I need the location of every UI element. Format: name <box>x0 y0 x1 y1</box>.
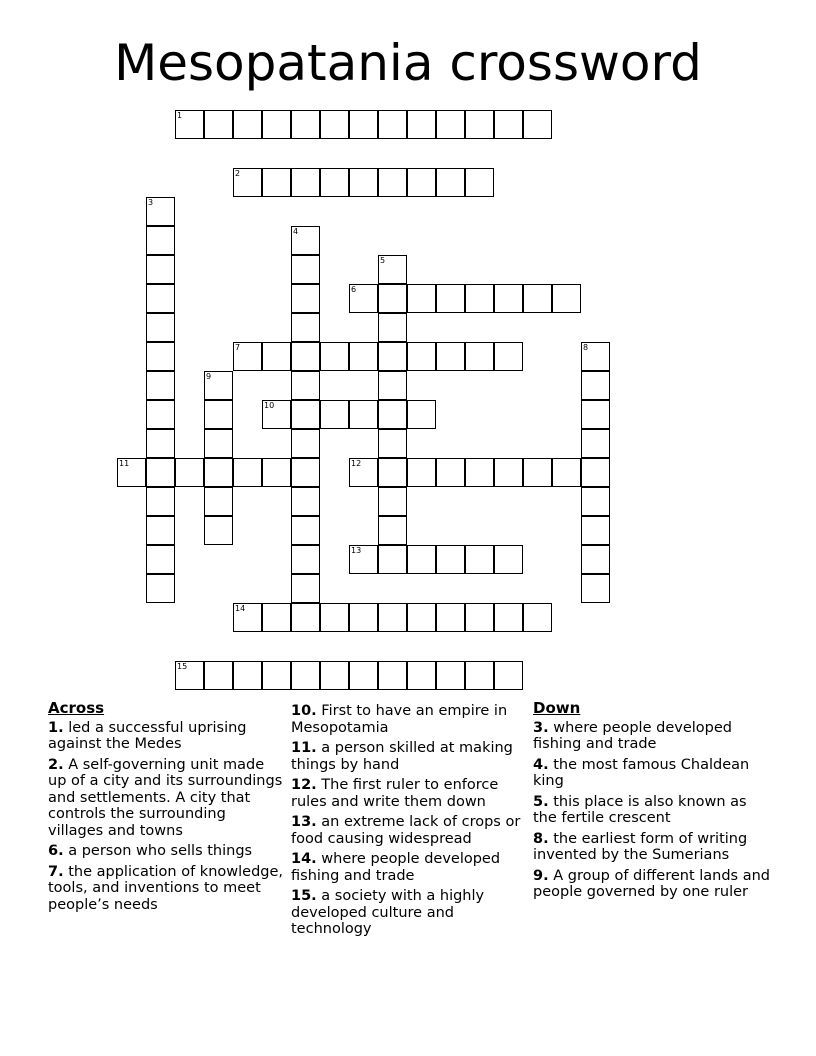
grid-cell[interactable] <box>291 487 320 516</box>
clue-down-9: 9. A group of different lands and people governed by one ruler <box>533 867 770 900</box>
grid-cell[interactable] <box>262 458 291 487</box>
clue-number-label: 10 <box>264 401 275 410</box>
grid-cell[interactable] <box>291 371 320 400</box>
clue-across-2: 2. A self-governing unit made up of a city and its surroundings and settlements. A city that controls the surrounding villages and towns <box>48 756 283 839</box>
grid-cell[interactable] <box>291 574 320 603</box>
grid-cell[interactable] <box>146 487 175 516</box>
clue-number-label: 14 <box>235 604 246 613</box>
grid-cell[interactable] <box>291 458 320 487</box>
clues-column-3 <box>533 700 773 905</box>
grid-cell[interactable] <box>262 661 291 690</box>
grid-cell[interactable] <box>523 458 552 487</box>
grid-cell[interactable] <box>233 458 262 487</box>
grid-cell[interactable] <box>378 661 407 690</box>
grid-cell[interactable] <box>581 371 610 400</box>
grid-cell[interactable] <box>204 487 233 516</box>
grid-cell[interactable] <box>523 603 552 632</box>
grid-cell[interactable] <box>494 458 523 487</box>
grid-cell[interactable] <box>378 458 407 487</box>
grid-cell[interactable] <box>291 661 320 690</box>
grid-cell[interactable] <box>436 284 465 313</box>
grid-cell[interactable] <box>349 110 378 139</box>
grid-cell[interactable] <box>436 168 465 197</box>
grid-cell[interactable] <box>146 400 175 429</box>
clue-number-label: 3 <box>148 198 154 207</box>
grid-cell[interactable] <box>378 168 407 197</box>
grid-cell[interactable] <box>291 255 320 284</box>
grid-cell[interactable] <box>465 168 494 197</box>
clue-across-12: 12. The first ruler to enforce rules and write them down <box>291 777 499 810</box>
grid-cell[interactable] <box>175 458 204 487</box>
grid-cell[interactable] <box>204 429 233 458</box>
grid-cell[interactable] <box>465 342 494 371</box>
grid-cell[interactable] <box>262 603 291 632</box>
grid-cell[interactable] <box>378 371 407 400</box>
clue-number-label: 4 <box>293 227 299 236</box>
grid-cell[interactable] <box>349 661 378 690</box>
grid-cell[interactable] <box>407 400 436 429</box>
grid-cell[interactable] <box>494 545 523 574</box>
grid-cell[interactable] <box>407 168 436 197</box>
grid-cell[interactable] <box>407 545 436 574</box>
grid-cell[interactable] <box>204 661 233 690</box>
grid-cell[interactable] <box>320 400 349 429</box>
grid-cell[interactable] <box>581 516 610 545</box>
grid-cell[interactable] <box>291 545 320 574</box>
grid-cell[interactable] <box>146 458 175 487</box>
grid-cell[interactable] <box>146 429 175 458</box>
clue-across-7: 7. the application of knowledge, tools, and inventions to meet people’s needs <box>48 863 284 913</box>
clue-across-1: 1. led a successful uprising against the Medes <box>48 719 247 752</box>
grid-cell[interactable] <box>320 661 349 690</box>
grid-cell[interactable] <box>262 110 291 139</box>
grid-cell[interactable] <box>465 545 494 574</box>
grid-cell[interactable] <box>146 371 175 400</box>
grid-cell[interactable] <box>146 545 175 574</box>
grid-cell[interactable] <box>320 342 349 371</box>
clue-number-label: 2 <box>235 169 241 178</box>
grid-cell[interactable] <box>291 342 320 371</box>
clue-number-label: 1 <box>177 111 183 120</box>
grid-cell[interactable] <box>581 429 610 458</box>
grid-cell[interactable] <box>262 168 291 197</box>
clue-down-5: 5. this place is also known as the fertile crescent <box>533 793 747 826</box>
clue-number-label: 8 <box>583 343 589 352</box>
grid-cell[interactable] <box>291 313 320 342</box>
grid-cell[interactable] <box>291 603 320 632</box>
grid-cell[interactable] <box>407 603 436 632</box>
clue-number-label: 6 <box>351 285 357 294</box>
grid-cell[interactable] <box>581 545 610 574</box>
clues-column-2 <box>291 703 523 942</box>
grid-cell[interactable] <box>320 168 349 197</box>
grid-cell[interactable] <box>494 661 523 690</box>
grid-cell[interactable] <box>233 661 262 690</box>
clue-number-label: 9 <box>206 372 212 381</box>
clue-across-11: 11. a person skilled at making things by hand <box>291 740 513 773</box>
grid-cell[interactable] <box>378 110 407 139</box>
grid-cell[interactable] <box>378 313 407 342</box>
grid-cell[interactable] <box>407 110 436 139</box>
grid-cell[interactable] <box>378 545 407 574</box>
grid-cell[interactable] <box>407 661 436 690</box>
grid-cell[interactable] <box>465 661 494 690</box>
grid-cell[interactable] <box>494 284 523 313</box>
grid-cell[interactable] <box>465 458 494 487</box>
grid-cell[interactable] <box>320 110 349 139</box>
clue-number-label: 13 <box>351 546 362 555</box>
clue-number-label: 12 <box>351 459 362 468</box>
clue-number-label: 7 <box>235 343 241 352</box>
grid-cell[interactable] <box>146 284 175 313</box>
grid-cell[interactable] <box>523 284 552 313</box>
grid-cell[interactable] <box>146 313 175 342</box>
grid-cell[interactable] <box>407 458 436 487</box>
grid-cell[interactable] <box>378 400 407 429</box>
across-heading: Across <box>48 699 105 717</box>
grid-cell[interactable] <box>204 458 233 487</box>
grid-cell[interactable] <box>465 603 494 632</box>
clue-across-6: 6. a person who sells things <box>48 843 253 859</box>
clue-down-4: 4. the most famous Chaldean king <box>533 756 750 789</box>
clues-column-1 <box>48 700 284 917</box>
grid-cell[interactable] <box>146 342 175 371</box>
grid-cell[interactable] <box>378 429 407 458</box>
grid-cell[interactable] <box>581 574 610 603</box>
clue-number-label: 15 <box>177 662 188 671</box>
grid-cell[interactable] <box>291 110 320 139</box>
clue-number-label: 5 <box>380 256 386 265</box>
grid-cell[interactable] <box>291 516 320 545</box>
grid-cell[interactable] <box>436 342 465 371</box>
grid-cell[interactable] <box>146 255 175 284</box>
grid-cell[interactable] <box>378 603 407 632</box>
clue-across-14: 14. where people developed fishing and trade <box>291 851 501 884</box>
grid-cell[interactable] <box>378 284 407 313</box>
grid-cell[interactable] <box>465 110 494 139</box>
grid-cell[interactable] <box>233 110 262 139</box>
page-title: Mesopatania crossword <box>114 34 702 92</box>
grid-cell[interactable] <box>291 400 320 429</box>
grid-cell[interactable] <box>349 603 378 632</box>
grid-cell[interactable] <box>291 429 320 458</box>
grid-cell[interactable] <box>552 284 581 313</box>
grid-cell[interactable] <box>262 342 291 371</box>
grid-cell[interactable] <box>320 603 349 632</box>
grid-cell[interactable] <box>146 574 175 603</box>
grid-cell[interactable] <box>407 284 436 313</box>
grid-cell[interactable] <box>204 400 233 429</box>
grid-cell[interactable] <box>581 400 610 429</box>
grid-cell[interactable] <box>436 458 465 487</box>
grid-cell[interactable] <box>407 342 436 371</box>
grid-cell[interactable] <box>581 487 610 516</box>
grid-cell[interactable] <box>494 110 523 139</box>
grid-cell[interactable] <box>436 661 465 690</box>
grid-cell[interactable] <box>204 516 233 545</box>
grid-cell[interactable] <box>146 226 175 255</box>
grid-cell[interactable] <box>523 110 552 139</box>
grid-cell[interactable] <box>291 168 320 197</box>
clue-across-13: 13. an extreme lack of crops or food causing widespread <box>291 814 521 847</box>
grid-cell[interactable] <box>552 458 581 487</box>
down-heading: Down <box>533 699 581 717</box>
grid-cell[interactable] <box>436 545 465 574</box>
grid-cell[interactable] <box>436 110 465 139</box>
grid-cell[interactable] <box>436 603 465 632</box>
clue-across-15: 15. a society with a highly developed culture and technology <box>291 888 485 937</box>
grid-cell[interactable] <box>378 342 407 371</box>
grid-cell[interactable] <box>465 284 494 313</box>
grid-cell[interactable] <box>494 342 523 371</box>
grid-cell[interactable] <box>581 458 610 487</box>
grid-cell[interactable] <box>146 516 175 545</box>
grid-cell[interactable] <box>291 284 320 313</box>
grid-cell[interactable] <box>204 110 233 139</box>
clue-number-label: 11 <box>119 459 130 468</box>
clue-across-10: 10. First to have an empire in Mesopotamia <box>291 703 508 736</box>
grid-cell[interactable] <box>349 342 378 371</box>
grid-cell[interactable] <box>378 516 407 545</box>
grid-cell[interactable] <box>349 400 378 429</box>
clue-down-8: 8. the earliest form of writing invented by the Sumerians <box>533 830 748 863</box>
grid-cell[interactable] <box>494 603 523 632</box>
grid-cell[interactable] <box>378 487 407 516</box>
grid-cell[interactable] <box>349 168 378 197</box>
clue-down-3: 3. where people developed fishing and trade <box>533 719 732 752</box>
